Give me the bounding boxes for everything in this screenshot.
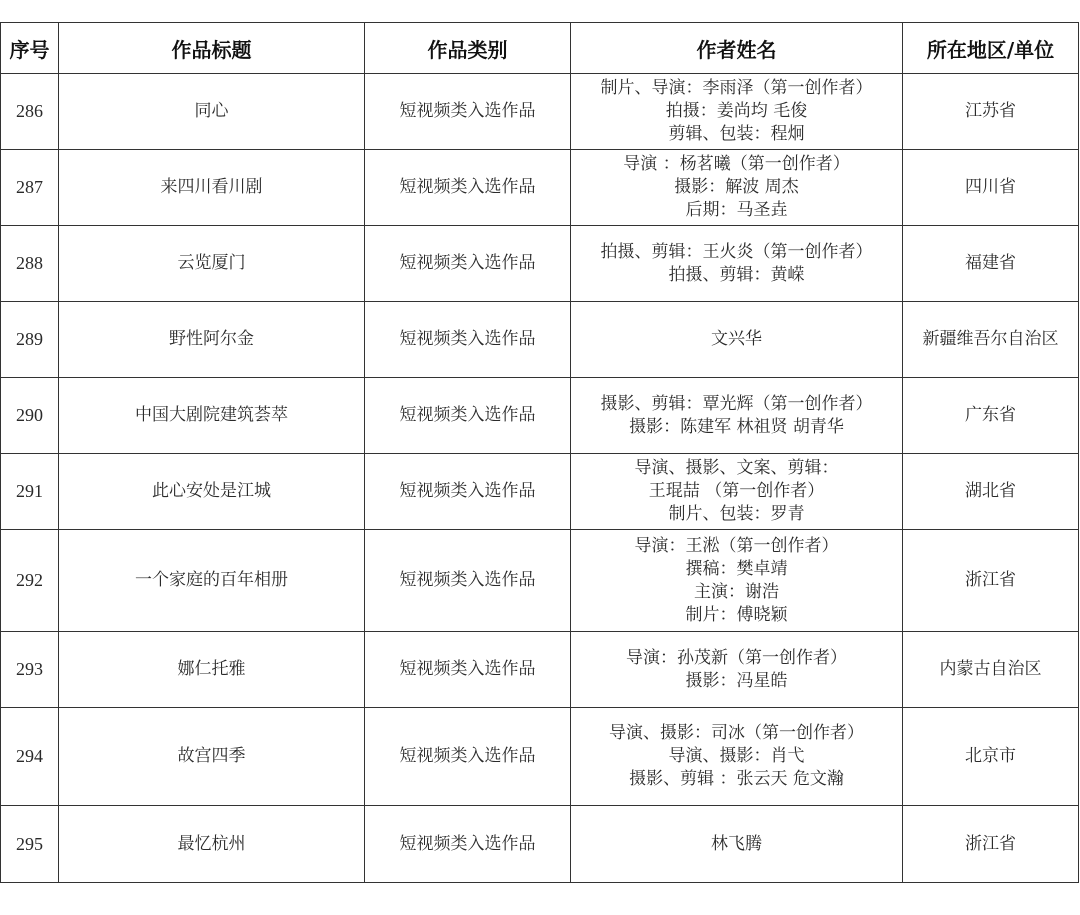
author-line: 拍摄、剪辑：王火炎（第一创作者） bbox=[600, 241, 873, 262]
author-line: 制片、导演：李雨泽（第一创作者） bbox=[600, 78, 873, 98]
table-row bbox=[1, 226, 1079, 302]
cell-category: 短视频类入选作品 bbox=[365, 226, 571, 302]
cell-no: 295 bbox=[1, 806, 59, 883]
cell-no: 289 bbox=[1, 302, 59, 378]
table-row bbox=[1, 378, 1079, 454]
cell-title: 此心安处是江城 bbox=[59, 454, 365, 530]
author-line: 摄影：解波 周杰 bbox=[674, 177, 799, 197]
author-line: 制片、包装：罗青 bbox=[668, 504, 805, 524]
cell-no: 290 bbox=[1, 378, 59, 454]
cell-region: 浙江省 bbox=[903, 806, 1079, 883]
author-line: 制片：傅晓颖 bbox=[685, 604, 788, 625]
cell-title: 来四川看川剧 bbox=[59, 150, 365, 226]
author-line: 主演：谢浩 bbox=[694, 581, 779, 602]
cell-region: 四川省 bbox=[903, 150, 1079, 226]
header-title: 作品标题 bbox=[59, 23, 365, 74]
cell-title: 中国大剧院建筑荟萃 bbox=[59, 378, 365, 454]
cell-no: 288 bbox=[1, 226, 59, 302]
author-line: 摄影、剪辑：覃光辉（第一创作者） bbox=[600, 393, 873, 414]
author-line: 林飞腾 bbox=[711, 833, 762, 854]
author-line: 摄影：冯星皓 bbox=[685, 670, 788, 691]
cell-authors bbox=[571, 806, 903, 883]
cell-category: 短视频类入选作品 bbox=[365, 378, 571, 454]
author-line: 导演：王淞（第一创作者） bbox=[634, 535, 839, 556]
cell-authors bbox=[571, 302, 903, 378]
cell-category: 短视频类入选作品 bbox=[365, 632, 571, 708]
cell-region: 北京市 bbox=[903, 708, 1079, 806]
author-line: 导演：孙茂新（第一创作者） bbox=[626, 647, 847, 668]
cell-authors bbox=[571, 150, 903, 226]
cell-no: 287 bbox=[1, 150, 59, 226]
author-line: 导演、摄影、文案、剪辑： bbox=[634, 458, 839, 478]
works-table bbox=[0, 22, 1079, 883]
cell-region: 浙江省 bbox=[903, 530, 1079, 632]
cell-authors bbox=[571, 74, 903, 150]
author-line: 摄影：陈建军 林祖贤 胡青华 bbox=[629, 416, 844, 437]
author-line: 文兴华 bbox=[711, 329, 762, 349]
cell-category: 短视频类入选作品 bbox=[365, 302, 571, 378]
table-row bbox=[1, 150, 1079, 226]
cell-authors bbox=[571, 530, 903, 632]
cell-category: 短视频类入选作品 bbox=[365, 530, 571, 632]
table-row bbox=[1, 806, 1079, 883]
table-row bbox=[1, 632, 1079, 708]
header-region: 所在地区/单位 bbox=[903, 23, 1079, 74]
header-category: 作品类别 bbox=[365, 23, 571, 74]
cell-category: 短视频类入选作品 bbox=[365, 708, 571, 806]
author-line: 导演 ：杨茗曦（第一创作者） bbox=[623, 154, 850, 174]
header-row bbox=[1, 23, 1079, 74]
cell-no: 293 bbox=[1, 632, 59, 708]
cell-title: 娜仁托雅 bbox=[59, 632, 365, 708]
cell-title: 同心 bbox=[59, 74, 365, 150]
author-line: 王琨喆 （第一创作者） bbox=[648, 481, 825, 501]
author-line: 拍摄：姜尚均 毛俊 bbox=[665, 101, 808, 121]
author-line: 导演、摄影：肖弋 bbox=[668, 746, 805, 766]
cell-region: 江苏省 bbox=[903, 74, 1079, 150]
cell-category: 短视频类入选作品 bbox=[365, 150, 571, 226]
cell-authors bbox=[571, 378, 903, 454]
cell-category: 短视频类入选作品 bbox=[365, 806, 571, 883]
author-line: 摄影、剪辑 ：张云天 危文瀚 bbox=[629, 769, 844, 789]
header-authors: 作者姓名 bbox=[571, 23, 903, 74]
cell-authors bbox=[571, 632, 903, 708]
table-row bbox=[1, 302, 1079, 378]
works-table-container bbox=[0, 22, 1078, 883]
cell-title: 野性阿尔金 bbox=[59, 302, 365, 378]
cell-region: 新疆维吾尔自治区 bbox=[903, 302, 1079, 378]
author-line: 剪辑、包装：程炯 bbox=[668, 124, 805, 144]
cell-no: 292 bbox=[1, 530, 59, 632]
cell-category: 短视频类入选作品 bbox=[365, 454, 571, 530]
table-row bbox=[1, 530, 1079, 632]
cell-no: 286 bbox=[1, 74, 59, 150]
author-line: 撰稿：樊卓靖 bbox=[685, 558, 788, 579]
cell-title: 云览厦门 bbox=[59, 226, 365, 302]
author-line: 后期：马圣垚 bbox=[685, 200, 788, 220]
cell-title: 故宫四季 bbox=[59, 708, 365, 806]
author-line: 导演、摄影：司冰（第一创作者） bbox=[609, 723, 864, 743]
cell-region: 广东省 bbox=[903, 378, 1079, 454]
cell-region: 湖北省 bbox=[903, 454, 1079, 530]
author-line: 拍摄、剪辑：黄嵘 bbox=[668, 264, 805, 285]
cell-authors bbox=[571, 454, 903, 530]
table-row bbox=[1, 454, 1079, 530]
cell-title: 一个家庭的百年相册 bbox=[59, 530, 365, 632]
header-no: 序号 bbox=[1, 23, 59, 74]
table-row bbox=[1, 74, 1079, 150]
cell-category: 短视频类入选作品 bbox=[365, 74, 571, 150]
cell-authors bbox=[571, 226, 903, 302]
cell-region: 福建省 bbox=[903, 226, 1079, 302]
cell-title: 最忆杭州 bbox=[59, 806, 365, 883]
cell-no: 294 bbox=[1, 708, 59, 806]
cell-authors bbox=[571, 708, 903, 806]
cell-no: 291 bbox=[1, 454, 59, 530]
cell-region: 内蒙古自治区 bbox=[903, 632, 1079, 708]
table-row bbox=[1, 708, 1079, 806]
